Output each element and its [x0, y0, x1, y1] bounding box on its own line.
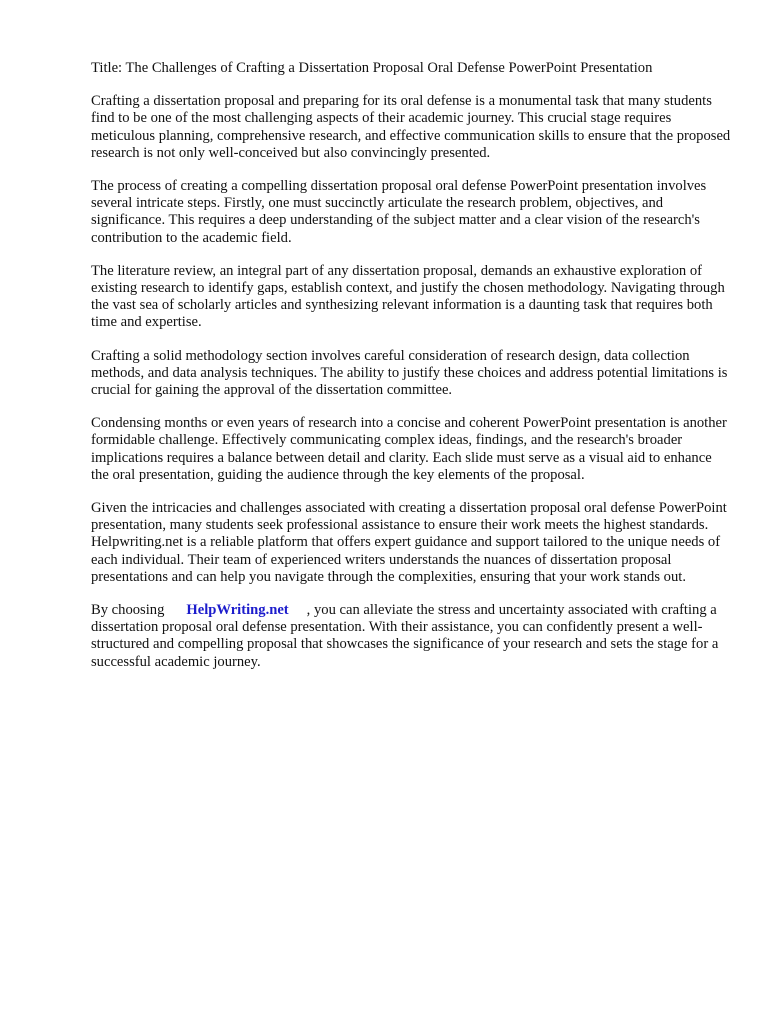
helpwriting-link[interactable]: HelpWriting.net	[186, 602, 289, 619]
paragraph-methodology: Crafting a solid methodology section involves careful consideration of research design, data collection methods, and data analysis techniques. The ability to justify these choices and address potential limitations is crucial for gaining the approval of the dissertation committee.	[91, 347, 728, 399]
closing-text-after-link: , you can alleviate the stress and uncertainty associated with crafting a dissertation proposal oral defense presentation. With their assistance, you can confidently present a well-structured and compelling proposal that showcases the significance of your research and sets the stage for a successful academic journey.	[91, 602, 719, 670]
document-title: Title: The Challenges of Crafting a Dissertation Proposal Oral Defense PowerPoint Presentation	[91, 60, 653, 76]
paragraph-assistance: Given the intricacies and challenges associated with creating a dissertation proposal oral defense PowerPoint presentation, many students seek professional assistance to ensure their work meets the highest standards. Helpwriting.net is a reliable platform that offers expert guidance and support tailored to the unique needs of each individual. Their team of experienced writers understands the nuances of dissertation proposal presentations and can help you navigate through the complexities, ensuring that your work stands out.	[91, 500, 727, 585]
paragraph-closing	[91, 602, 731, 671]
document-body	[91, 60, 731, 687]
paragraph-intro: Crafting a dissertation proposal and preparing for its oral defense is a monumental task that many students find to be one of the most challenging aspects of their academic journey. This crucial stage requires meticulous planning, comprehensive research, and effective communication skills to ensure that the proposed research is not only well-conceived but also convincingly presented.	[91, 93, 731, 161]
closing-text-before-link: By choosing	[91, 602, 165, 619]
paragraph-process: The process of creating a compelling dissertation proposal oral defense PowerPoint presentation involves several intricate steps. Firstly, one must succinctly articulate the research problem, objectives, and significance. This requires a deep understanding of the subject matter and a clear vision of the research's contribution to the academic field.	[91, 178, 707, 246]
paragraph-literature-review: The literature review, an integral part of any dissertation proposal, demands an exhaustive exploration of existing research to identify gaps, establish context, and justify the chosen methodology. Navigating through the vast sea of scholarly articles and synthesizing relevant information is a daunting task that requires both time and expertise.	[91, 262, 725, 331]
paragraph-condensing: Condensing months or even years of research into a concise and coherent PowerPoint presentation is another formidable challenge. Effectively communicating complex ideas, findings, and the research's broader implications requires a balance between detail and clarity. Each slide must serve as a visual aid to enhance the oral presentation, guiding the audience through the key elements of the proposal.	[91, 415, 727, 483]
